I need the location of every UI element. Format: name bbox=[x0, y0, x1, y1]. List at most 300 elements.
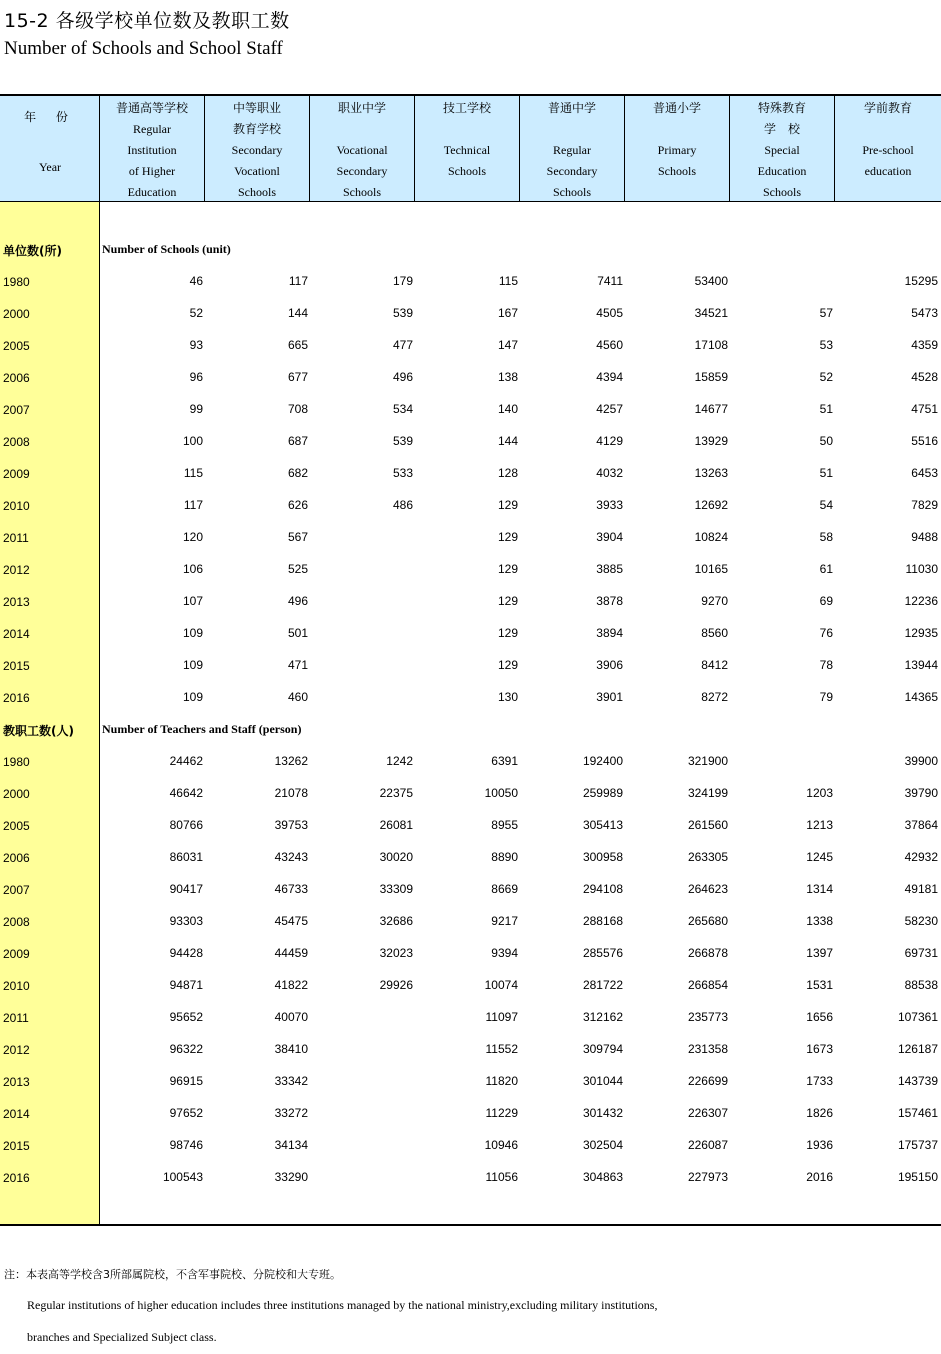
table-row bbox=[0, 304, 941, 324]
value-cell: 128 bbox=[497, 466, 518, 480]
table-row bbox=[0, 496, 941, 516]
value-cell: 98746 bbox=[169, 1138, 203, 1152]
value-cell: 138 bbox=[497, 370, 518, 384]
table-row bbox=[0, 848, 941, 868]
column-header-en: Special bbox=[764, 143, 800, 157]
bottom-rule bbox=[0, 1224, 941, 1226]
value-cell: 167 bbox=[497, 306, 518, 320]
value-cell: 140 bbox=[497, 402, 518, 416]
value-cell: 13263 bbox=[694, 466, 728, 480]
year-cell: 2011 bbox=[3, 531, 29, 545]
value-cell: 129 bbox=[497, 658, 518, 672]
value-cell: 94428 bbox=[169, 946, 203, 960]
year-cell: 2008 bbox=[3, 915, 30, 929]
value-cell: 10824 bbox=[694, 530, 728, 544]
value-cell: 11552 bbox=[485, 1042, 518, 1056]
value-cell: 11056 bbox=[485, 1170, 518, 1184]
value-cell: 9488 bbox=[911, 530, 938, 544]
value-cell: 263305 bbox=[687, 850, 728, 864]
column-header-en: Technical bbox=[443, 143, 491, 157]
value-cell: 46 bbox=[189, 274, 203, 288]
value-cell: 235773 bbox=[687, 1010, 728, 1024]
year-cell: 2009 bbox=[3, 467, 30, 481]
table-row bbox=[0, 464, 941, 484]
value-cell: 1245 bbox=[806, 850, 833, 864]
value-cell: 34521 bbox=[694, 306, 728, 320]
column-header-cn: 教育学校 bbox=[232, 122, 281, 136]
value-cell: 96915 bbox=[169, 1074, 203, 1088]
section-title-en: Number of Schools (unit) bbox=[102, 242, 231, 256]
value-cell: 8669 bbox=[491, 882, 518, 896]
value-cell: 1656 bbox=[806, 1010, 833, 1024]
column-header-4 bbox=[415, 96, 520, 202]
value-cell: 14677 bbox=[694, 402, 728, 416]
value-cell: 4528 bbox=[911, 370, 938, 384]
value-cell: 129 bbox=[497, 498, 518, 512]
column-header-cn: 学 校 bbox=[763, 122, 800, 136]
year-cell: 2015 bbox=[3, 659, 30, 673]
value-cell: 49181 bbox=[904, 882, 938, 896]
value-cell: 58230 bbox=[904, 914, 938, 928]
table-row bbox=[0, 688, 941, 708]
section-title-cn: 教职工数(人) bbox=[3, 724, 74, 738]
value-cell: 117 bbox=[288, 274, 308, 288]
value-cell: 10165 bbox=[694, 562, 728, 576]
table-row bbox=[0, 592, 941, 612]
table-row bbox=[0, 624, 941, 644]
value-cell: 45475 bbox=[274, 914, 308, 928]
value-cell: 4560 bbox=[596, 338, 623, 352]
value-cell: 43243 bbox=[274, 850, 308, 864]
value-cell: 321900 bbox=[687, 754, 728, 768]
column-header-en: Schools bbox=[657, 164, 696, 178]
value-cell: 129 bbox=[497, 530, 518, 544]
value-cell: 126187 bbox=[897, 1042, 938, 1056]
value-cell: 192400 bbox=[582, 754, 623, 768]
value-cell: 3901 bbox=[596, 690, 623, 704]
value-cell: 11030 bbox=[905, 562, 938, 576]
value-cell: 264623 bbox=[687, 882, 728, 896]
column-header-en: education bbox=[864, 164, 912, 178]
value-cell: 93 bbox=[189, 338, 203, 352]
value-cell: 708 bbox=[287, 402, 308, 416]
value-cell: 39753 bbox=[274, 818, 308, 832]
value-cell: 12236 bbox=[904, 594, 938, 608]
value-cell: 69 bbox=[819, 594, 833, 608]
value-cell: 109 bbox=[182, 690, 203, 704]
value-cell: 46642 bbox=[169, 786, 203, 800]
value-cell: 44459 bbox=[274, 946, 308, 960]
value-cell: 261560 bbox=[687, 818, 728, 832]
value-cell: 677 bbox=[287, 370, 308, 384]
value-cell: 539 bbox=[392, 306, 413, 320]
value-cell: 21078 bbox=[274, 786, 308, 800]
value-cell: 120 bbox=[182, 530, 203, 544]
value-cell: 4359 bbox=[911, 338, 938, 352]
header-spacer bbox=[625, 119, 729, 140]
value-cell: 525 bbox=[287, 562, 308, 576]
year-cell: 2000 bbox=[3, 787, 30, 801]
value-cell: 8412 bbox=[701, 658, 728, 672]
value-cell: 11229 bbox=[485, 1106, 518, 1120]
value-cell: 5473 bbox=[911, 306, 938, 320]
column-header-en: Education bbox=[127, 185, 177, 199]
year-cell: 2006 bbox=[3, 851, 30, 865]
column-header-cn: 中等职业 bbox=[232, 101, 281, 115]
year-cell: 1980 bbox=[3, 755, 30, 769]
value-cell: 15859 bbox=[694, 370, 728, 384]
value-cell: 294108 bbox=[582, 882, 623, 896]
value-cell: 33290 bbox=[274, 1170, 308, 1184]
value-cell: 96 bbox=[189, 370, 203, 384]
value-cell: 8272 bbox=[701, 690, 728, 704]
value-cell: 53 bbox=[819, 338, 833, 352]
column-header-en: Schools bbox=[552, 185, 591, 199]
value-cell: 129 bbox=[497, 626, 518, 640]
value-cell: 53400 bbox=[694, 274, 728, 288]
value-cell: 109 bbox=[182, 626, 203, 640]
value-cell: 79 bbox=[819, 690, 833, 704]
value-cell: 285576 bbox=[582, 946, 623, 960]
value-cell: 129 bbox=[497, 594, 518, 608]
value-cell: 496 bbox=[287, 594, 308, 608]
value-cell: 496 bbox=[392, 370, 413, 384]
table-row bbox=[0, 944, 941, 964]
value-cell: 6453 bbox=[911, 466, 938, 480]
year-header-en: Year bbox=[38, 160, 62, 174]
value-cell: 281722 bbox=[582, 978, 623, 992]
value-cell: 3904 bbox=[596, 530, 623, 544]
value-cell: 179 bbox=[392, 274, 413, 288]
value-cell: 11097 bbox=[485, 1010, 518, 1024]
value-cell: 57 bbox=[819, 306, 833, 320]
value-cell: 144 bbox=[287, 306, 308, 320]
value-cell: 143739 bbox=[897, 1074, 938, 1088]
value-cell: 682 bbox=[287, 466, 308, 480]
column-header-8 bbox=[835, 96, 941, 202]
value-cell: 4129 bbox=[596, 434, 623, 448]
value-cell: 324199 bbox=[687, 786, 728, 800]
value-cell: 95652 bbox=[169, 1010, 203, 1024]
value-cell: 39900 bbox=[904, 754, 938, 768]
value-cell: 30020 bbox=[379, 850, 413, 864]
year-cell: 2000 bbox=[3, 307, 30, 321]
table-row bbox=[0, 400, 941, 420]
value-cell: 259989 bbox=[582, 786, 623, 800]
value-cell: 4394 bbox=[596, 370, 623, 384]
value-cell: 96322 bbox=[169, 1042, 203, 1056]
value-cell: 130 bbox=[497, 690, 518, 704]
value-cell: 9270 bbox=[701, 594, 728, 608]
column-header-en: Vocationl bbox=[234, 164, 280, 178]
value-cell: 300958 bbox=[582, 850, 623, 864]
value-cell: 86031 bbox=[169, 850, 203, 864]
column-header-en: Regular bbox=[553, 143, 591, 157]
note-en-line1: Regular institutions of higher education includes three institutions managed by the national ministry,excluding military institutions, bbox=[27, 1298, 658, 1312]
value-cell: 106 bbox=[182, 562, 203, 576]
header-spacer bbox=[415, 119, 519, 140]
table-row bbox=[0, 656, 941, 676]
column-header-en: Pre-school bbox=[862, 143, 914, 157]
table-row bbox=[0, 1072, 941, 1092]
value-cell: 50 bbox=[819, 434, 833, 448]
value-cell: 227973 bbox=[687, 1170, 728, 1184]
column-header-cn: 学前教育 bbox=[863, 101, 912, 115]
value-cell: 129 bbox=[497, 562, 518, 576]
table-row bbox=[0, 1168, 941, 1188]
value-cell: 533 bbox=[392, 466, 413, 480]
value-cell: 226699 bbox=[687, 1074, 728, 1088]
value-cell: 22375 bbox=[379, 786, 413, 800]
value-cell: 5516 bbox=[911, 434, 938, 448]
value-cell: 80766 bbox=[169, 818, 203, 832]
year-cell: 2014 bbox=[3, 627, 30, 641]
value-cell: 52 bbox=[189, 306, 203, 320]
value-cell: 100 bbox=[182, 434, 203, 448]
value-cell: 52 bbox=[819, 370, 833, 384]
value-cell: 115 bbox=[498, 274, 518, 288]
year-cell: 2009 bbox=[3, 947, 30, 961]
title-en: Number of Schools and School Staff bbox=[4, 38, 283, 59]
value-cell: 12935 bbox=[904, 626, 938, 640]
table-row bbox=[0, 816, 941, 836]
value-cell: 115 bbox=[183, 466, 203, 480]
value-cell: 567 bbox=[287, 530, 308, 544]
value-cell: 8955 bbox=[491, 818, 518, 832]
value-cell: 687 bbox=[287, 434, 308, 448]
value-cell: 1531 bbox=[806, 978, 833, 992]
value-cell: 157461 bbox=[897, 1106, 938, 1120]
column-header-7 bbox=[730, 96, 835, 202]
year-cell: 2012 bbox=[3, 1043, 30, 1057]
value-cell: 33272 bbox=[274, 1106, 308, 1120]
column-header-en: Primary bbox=[657, 143, 697, 157]
value-cell: 226307 bbox=[687, 1106, 728, 1120]
value-cell: 37864 bbox=[904, 818, 938, 832]
value-cell: 3878 bbox=[596, 594, 623, 608]
table-row bbox=[0, 880, 941, 900]
column-header-en: Schools bbox=[447, 164, 486, 178]
value-cell: 4751 bbox=[911, 402, 938, 416]
year-cell: 2016 bbox=[3, 691, 30, 705]
value-cell: 3885 bbox=[596, 562, 623, 576]
year-cell: 2010 bbox=[3, 979, 30, 993]
value-cell: 40070 bbox=[274, 1010, 308, 1024]
value-cell: 13944 bbox=[904, 658, 938, 672]
value-cell: 8890 bbox=[491, 850, 518, 864]
note-cn: 注：本表高等学校含3所部属院校，不含军事院校、分院校和大专班。 bbox=[4, 1268, 341, 1281]
section-header bbox=[0, 720, 941, 740]
table-row bbox=[0, 1008, 941, 1028]
value-cell: 33309 bbox=[379, 882, 413, 896]
value-cell: 26081 bbox=[379, 818, 413, 832]
value-cell: 58 bbox=[819, 530, 833, 544]
value-cell: 501 bbox=[287, 626, 308, 640]
column-header-en: Secondary bbox=[231, 143, 283, 157]
value-cell: 3894 bbox=[596, 626, 623, 640]
value-cell: 61 bbox=[819, 562, 833, 576]
value-cell: 147 bbox=[497, 338, 518, 352]
value-cell: 266878 bbox=[687, 946, 728, 960]
table-row bbox=[0, 912, 941, 932]
value-cell: 4032 bbox=[596, 466, 623, 480]
value-cell: 1936 bbox=[806, 1138, 833, 1152]
value-cell: 302504 bbox=[582, 1138, 623, 1152]
value-cell: 304863 bbox=[582, 1170, 623, 1184]
column-header-en: Schools bbox=[762, 185, 801, 199]
year-cell: 2016 bbox=[3, 1171, 30, 1185]
column-header-cn: 普通中学 bbox=[547, 101, 596, 115]
note-en-line2: branches and Specialized Subject class. bbox=[27, 1330, 217, 1344]
table-row bbox=[0, 976, 941, 996]
value-cell: 6391 bbox=[491, 754, 518, 768]
value-cell: 78 bbox=[819, 658, 833, 672]
year-cell: 2006 bbox=[3, 371, 30, 385]
value-cell: 301432 bbox=[582, 1106, 623, 1120]
value-cell: 39790 bbox=[904, 786, 938, 800]
value-cell: 266854 bbox=[687, 978, 728, 992]
value-cell: 3906 bbox=[596, 658, 623, 672]
value-cell: 38410 bbox=[274, 1042, 308, 1056]
column-header-en: Regular bbox=[133, 122, 171, 136]
value-cell: 4505 bbox=[596, 306, 623, 320]
column-header-en: Schools bbox=[342, 185, 381, 199]
value-cell: 10074 bbox=[484, 978, 518, 992]
value-cell: 15295 bbox=[904, 274, 938, 288]
year-cell: 2011 bbox=[3, 1011, 29, 1025]
section-header bbox=[0, 240, 941, 260]
value-cell: 117 bbox=[183, 498, 203, 512]
value-cell: 3933 bbox=[596, 498, 623, 512]
column-header-en: Education bbox=[757, 164, 807, 178]
column-header-6 bbox=[625, 96, 730, 202]
value-cell: 539 bbox=[392, 434, 413, 448]
table-row bbox=[0, 368, 941, 388]
value-cell: 534 bbox=[392, 402, 413, 416]
value-cell: 1314 bbox=[806, 882, 833, 896]
value-cell: 33342 bbox=[274, 1074, 308, 1088]
year-cell: 1980 bbox=[3, 275, 30, 289]
year-header-cn: 年 份 bbox=[24, 110, 76, 124]
value-cell: 7411 bbox=[597, 274, 623, 288]
value-cell: 90417 bbox=[169, 882, 203, 896]
column-header-cn: 普通高等学校 bbox=[115, 101, 188, 115]
column-header-en: of Higher bbox=[128, 164, 176, 178]
value-cell: 107361 bbox=[897, 1010, 938, 1024]
value-cell: 265680 bbox=[687, 914, 728, 928]
value-cell: 626 bbox=[287, 498, 308, 512]
column-header-3 bbox=[310, 96, 415, 202]
table-row bbox=[0, 1104, 941, 1124]
year-cell: 2007 bbox=[3, 403, 30, 417]
header-spacer bbox=[835, 119, 941, 140]
section-title-cn: 单位数(所) bbox=[3, 244, 62, 258]
value-cell: 665 bbox=[287, 338, 308, 352]
value-cell: 175737 bbox=[897, 1138, 938, 1152]
table-row bbox=[0, 752, 941, 772]
value-cell: 305413 bbox=[582, 818, 623, 832]
value-cell: 1213 bbox=[806, 818, 833, 832]
year-cell: 2008 bbox=[3, 435, 30, 449]
value-cell: 14365 bbox=[904, 690, 938, 704]
header-spacer bbox=[310, 119, 414, 140]
value-cell: 32023 bbox=[379, 946, 413, 960]
column-header-en: Vocational bbox=[336, 143, 388, 157]
value-cell: 97652 bbox=[169, 1106, 203, 1120]
column-header-en: Schools bbox=[237, 185, 276, 199]
value-cell: 4257 bbox=[596, 402, 623, 416]
value-cell: 477 bbox=[392, 338, 413, 352]
table-row bbox=[0, 336, 941, 356]
column-header-cn: 特殊教育 bbox=[757, 101, 806, 115]
value-cell: 1673 bbox=[806, 1042, 833, 1056]
value-cell: 1338 bbox=[806, 914, 833, 928]
table-row bbox=[0, 528, 941, 548]
year-cell: 2007 bbox=[3, 883, 30, 897]
value-cell: 13262 bbox=[274, 754, 308, 768]
column-header-1 bbox=[100, 96, 205, 202]
value-cell: 42932 bbox=[904, 850, 938, 864]
year-cell: 2005 bbox=[3, 819, 30, 833]
year-cell: 2005 bbox=[3, 339, 30, 353]
table-row bbox=[0, 560, 941, 580]
table-row bbox=[0, 1136, 941, 1156]
table-row bbox=[0, 432, 941, 452]
value-cell: 88538 bbox=[904, 978, 938, 992]
value-cell: 12692 bbox=[694, 498, 728, 512]
column-header-cn: 职业中学 bbox=[337, 101, 386, 115]
value-cell: 231358 bbox=[687, 1042, 728, 1056]
value-cell: 2016 bbox=[806, 1170, 833, 1184]
value-cell: 107 bbox=[182, 594, 203, 608]
value-cell: 17108 bbox=[694, 338, 728, 352]
value-cell: 9394 bbox=[491, 946, 518, 960]
table-row bbox=[0, 272, 941, 292]
value-cell: 9217 bbox=[491, 914, 518, 928]
value-cell: 51 bbox=[819, 466, 833, 480]
table-row bbox=[0, 784, 941, 804]
year-cell: 2015 bbox=[3, 1139, 30, 1153]
year-cell: 2013 bbox=[3, 595, 30, 609]
value-cell: 41822 bbox=[274, 978, 308, 992]
value-cell: 471 bbox=[287, 658, 308, 672]
value-cell: 13929 bbox=[694, 434, 728, 448]
value-cell: 10050 bbox=[484, 786, 518, 800]
value-cell: 32686 bbox=[379, 914, 413, 928]
value-cell: 312162 bbox=[582, 1010, 623, 1024]
value-cell: 1203 bbox=[806, 786, 833, 800]
value-cell: 109 bbox=[182, 658, 203, 672]
value-cell: 99 bbox=[189, 402, 203, 416]
column-header-cn: 普通小学 bbox=[652, 101, 701, 115]
value-cell: 1397 bbox=[806, 946, 833, 960]
section-title-en: Number of Teachers and Staff (person) bbox=[102, 722, 302, 736]
header-spacer bbox=[520, 119, 624, 140]
value-cell: 11820 bbox=[485, 1074, 518, 1088]
value-cell: 93303 bbox=[169, 914, 203, 928]
value-cell: 8560 bbox=[701, 626, 728, 640]
value-cell: 460 bbox=[287, 690, 308, 704]
column-header-en: Secondary bbox=[546, 164, 598, 178]
column-header-en: Secondary bbox=[336, 164, 388, 178]
value-cell: 1733 bbox=[806, 1074, 833, 1088]
column-header-5 bbox=[520, 96, 625, 202]
value-cell: 29926 bbox=[379, 978, 413, 992]
value-cell: 51 bbox=[819, 402, 833, 416]
value-cell: 226087 bbox=[687, 1138, 728, 1152]
year-cell: 2014 bbox=[3, 1107, 30, 1121]
year-cell: 2013 bbox=[3, 1075, 30, 1089]
